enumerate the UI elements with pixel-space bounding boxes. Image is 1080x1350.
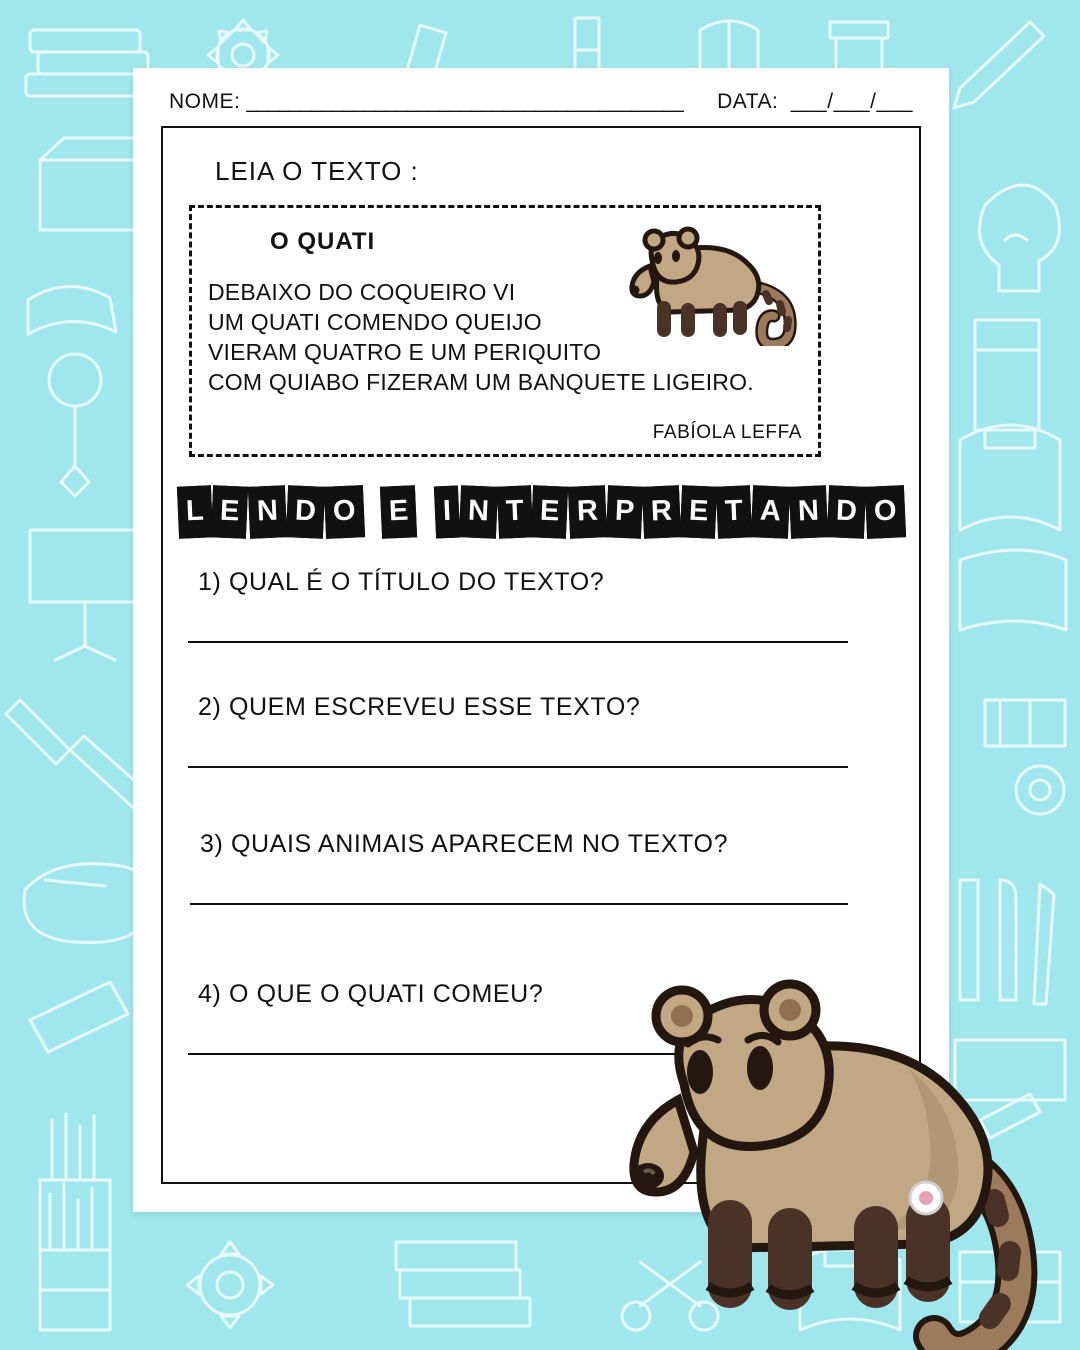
poem-title: O QUATI	[270, 228, 376, 255]
question-2-text: 2) QUEM ESCREVEU ESSE TEXTO?	[198, 693, 641, 721]
poem-box	[189, 205, 821, 457]
banner-letter: O	[865, 485, 906, 539]
coati-large-illustration	[608, 960, 1078, 1350]
banner-letter: E	[531, 485, 569, 538]
banner-letter: E	[680, 485, 718, 538]
poem-line: COM QUIABO FIZERAM UM BANQUETE LIGEIRO.	[208, 368, 754, 395]
poem-author: FABÍOLA LEFFA	[652, 422, 802, 443]
banner-letter: E	[380, 485, 418, 538]
banner-letter: T	[716, 485, 752, 538]
banner-letter: N	[458, 485, 497, 539]
banner-letter: R	[642, 485, 681, 539]
name-label: NOME:	[169, 90, 241, 113]
banner-letter: T	[496, 485, 532, 538]
name-date-row	[169, 90, 913, 114]
question-2-answer-line[interactable]	[188, 766, 848, 768]
name-blank: _________________________________________	[246, 90, 685, 113]
question-3-answer-line[interactable]	[190, 903, 848, 905]
question-4-text: 4) O QUE O QUATI COMEU?	[198, 980, 544, 1008]
banner-letter: N	[789, 485, 828, 539]
banner-letter: E	[211, 485, 249, 538]
banner-letter: N	[248, 485, 287, 539]
name-field[interactable]	[169, 90, 684, 114]
question-1	[133, 568, 949, 643]
coati-icon	[600, 216, 810, 346]
banner-letter: D	[827, 485, 866, 539]
question-2	[133, 693, 949, 768]
read-text-instruction: LEIA O TEXTO :	[215, 156, 419, 186]
banner-letter: L	[177, 485, 213, 538]
banner-letter: A	[751, 485, 790, 539]
poem-line: DEBAIXO DO COQUEIRO VI	[208, 279, 516, 305]
banner-letter: P	[605, 485, 643, 538]
banner-space	[363, 486, 381, 539]
question-1-text: 1) QUAL É O TÍTULO DO TEXTO?	[198, 568, 605, 596]
date-field[interactable]	[717, 90, 913, 114]
question-3	[133, 830, 949, 905]
question-1-answer-line[interactable]	[188, 641, 848, 643]
banner-space	[416, 486, 434, 539]
banner-letter: R	[567, 485, 606, 539]
poem-line: UM QUATI COMENDO QUEIJO	[208, 308, 542, 335]
banner-letter: O	[324, 485, 365, 539]
poem-line: VIERAM QUATRO E UM PERIQUITO	[208, 338, 602, 365]
banner-letter: I	[433, 485, 459, 538]
section-banner	[133, 486, 949, 538]
banner-letter: D	[286, 485, 325, 539]
date-label: DATA:	[717, 90, 779, 113]
date-blank: ___/___/___	[790, 90, 913, 113]
question-3-text: 3) QUAIS ANIMAIS APARECEM NO TEXTO?	[200, 830, 729, 858]
